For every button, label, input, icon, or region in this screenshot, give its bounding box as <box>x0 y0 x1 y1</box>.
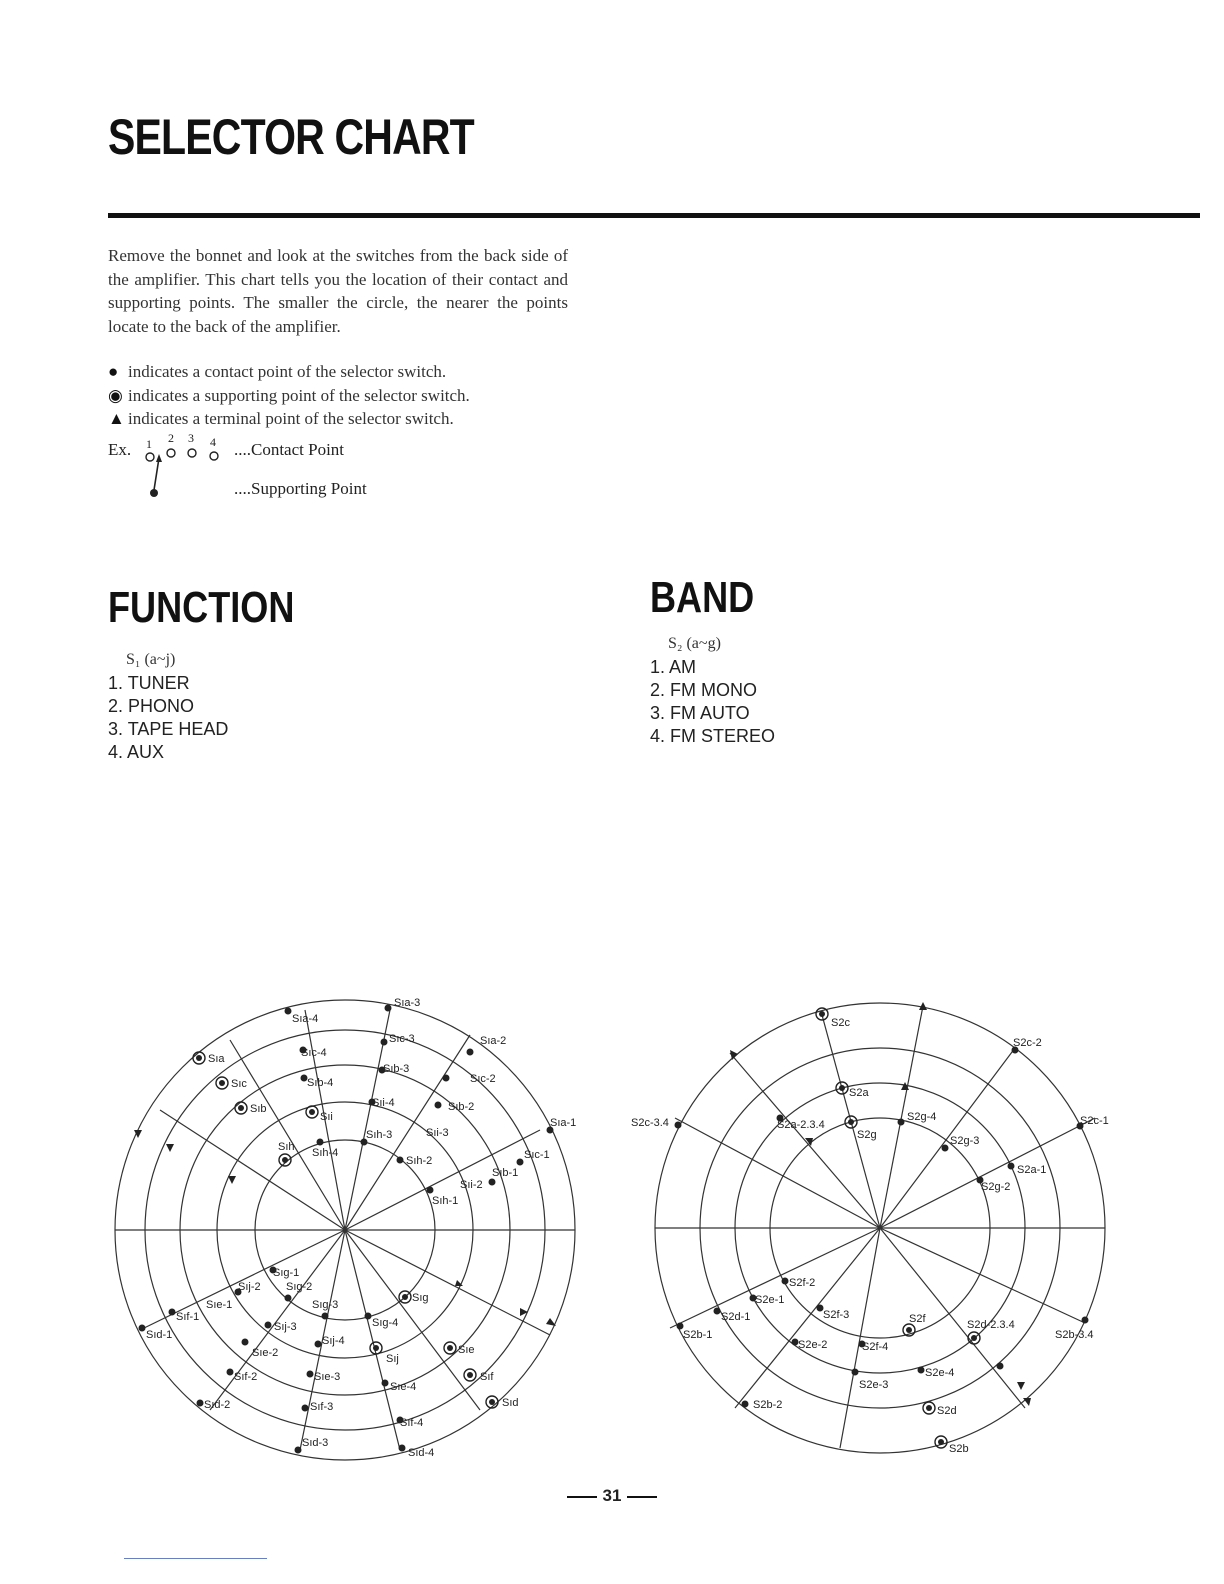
function-label: Sıe-4 <box>390 1381 417 1393</box>
function-label: Sıd-2 <box>204 1399 231 1411</box>
function-label: Sıf-4 <box>400 1417 424 1429</box>
example-number-3: 3 <box>188 431 194 445</box>
legend <box>108 360 470 431</box>
band-switch-label: S₂ (a~g) <box>668 635 721 652</box>
band-label: S2f-3 <box>823 1309 850 1321</box>
function-label: Sıf-2 <box>234 1371 258 1383</box>
function-label: Sıd-3 <box>302 1437 329 1449</box>
function-label: Sıf-3 <box>310 1401 334 1413</box>
band-label: S2a-2.3.4 <box>777 1119 825 1131</box>
band-title: BAND <box>650 573 755 622</box>
band-label: S2b-3.4 <box>1055 1329 1094 1341</box>
function-label: Sıi-4 <box>372 1097 395 1109</box>
intro-paragraph: Remove the bonnet and look at the switches from the back side of the amplifier. This chart tells you the location of their contact and supporting points. The smaller the circle, the nearer the points locate to the back of the amplifier. <box>108 246 568 336</box>
band-label: S2a-1 <box>1017 1164 1047 1176</box>
band-label: S2a <box>849 1087 869 1099</box>
example-number-4: 4 <box>210 435 216 449</box>
function-label: Sıb-3 <box>383 1063 410 1075</box>
band-label: S2g <box>857 1129 877 1141</box>
function-label: Sıb-2 <box>448 1101 475 1113</box>
function-item-aux: 4. AUX <box>108 742 165 762</box>
function-title: FUNCTION <box>108 583 295 632</box>
band-label: S2c-1 <box>1080 1115 1109 1127</box>
example-switch-figure <box>142 430 242 502</box>
band-list <box>650 632 775 748</box>
function-label: Sıj-3 <box>274 1321 297 1333</box>
function-label: Sıg-2 <box>286 1281 313 1293</box>
band-item-fm-auto: 3. FM AUTO <box>650 703 750 723</box>
function-label: Sıe <box>458 1344 475 1356</box>
function-label: Sıe-3 <box>314 1371 341 1383</box>
function-label: Sıa-3 <box>394 997 421 1009</box>
legend-terminal: ▲ indicates a terminal point of the selector switch. <box>108 407 470 431</box>
filled-dot-icon: ● <box>108 362 119 381</box>
band-label: S2e-1 <box>755 1294 785 1306</box>
function-label: Sıd-1 <box>146 1329 173 1341</box>
function-label: Sıa-1 <box>550 1117 577 1129</box>
function-label: Sıb-4 <box>307 1077 334 1089</box>
function-label: Sıj-2 <box>238 1281 261 1293</box>
example-number-2: 2 <box>168 431 174 445</box>
function-label: Sıh <box>278 1141 295 1153</box>
function-label: Sıg-1 <box>273 1267 300 1279</box>
legend-contact: ● indicates a contact point of the selector switch. <box>108 360 470 384</box>
band-label: S2d-2.3.4 <box>967 1319 1015 1331</box>
band-item-fm-stereo: 4. FM STEREO <box>650 726 776 746</box>
function-label: Sıb <box>250 1103 267 1115</box>
function-label: Sıh-1 <box>432 1195 459 1207</box>
band-label: S2f <box>909 1313 926 1325</box>
band-label: S2c-2 <box>1013 1037 1042 1049</box>
example <box>108 430 448 502</box>
footer-line <box>124 1558 267 1559</box>
band-label: S2g-4 <box>907 1111 937 1123</box>
page-number: 31 <box>560 1486 664 1506</box>
band-item-fm-mono: 2. FM MONO <box>650 680 757 700</box>
function-label: Sıf <box>480 1371 494 1383</box>
band-label: S2b-2 <box>753 1399 783 1411</box>
function-label: Sıd <box>502 1397 519 1409</box>
band-label: S2d-1 <box>721 1311 751 1323</box>
function-label: Sıg-3 <box>312 1299 339 1311</box>
example-number-1: 1 <box>146 437 152 451</box>
band-label: S2g-3 <box>950 1135 980 1147</box>
function-label: Sıg <box>412 1292 429 1304</box>
function-label: Sıc-1 <box>524 1149 550 1161</box>
function-label: Sıh-2 <box>406 1155 433 1167</box>
function-label: Sıh-3 <box>366 1129 393 1141</box>
function-label: Sıc-3 <box>389 1033 415 1045</box>
function-list <box>108 648 228 764</box>
band-label: S2e-2 <box>798 1339 828 1351</box>
function-item-tape-head: 3. TAPE HEAD <box>108 719 229 739</box>
function-switch-diagram <box>100 990 600 1470</box>
function-label: Sıe-1 <box>206 1299 233 1311</box>
function-label: Sıi-2 <box>460 1179 483 1191</box>
band-label: S2d <box>937 1405 957 1417</box>
page-title: SELECTOR CHART <box>108 109 474 165</box>
function-switch-label: S₁ (a~j) <box>126 651 176 668</box>
function-label: Sıh-4 <box>312 1147 339 1159</box>
band-item-am: 1. AM <box>650 657 697 677</box>
function-label: Sıe-2 <box>252 1347 279 1359</box>
function-label: Sıi-3 <box>426 1127 449 1139</box>
band-label: S2f-4 <box>862 1341 889 1353</box>
function-label: Sıb-1 <box>492 1167 519 1179</box>
function-item-tuner: 1. TUNER <box>108 673 190 693</box>
function-label: Sıc <box>231 1078 247 1090</box>
ringed-dot-icon: ◉ <box>108 385 123 405</box>
example-supporting-label: ....Supporting Point <box>234 479 367 498</box>
function-label: Sıa-2 <box>480 1035 507 1047</box>
band-label: S2f-2 <box>789 1277 816 1289</box>
band-label: S2b-1 <box>683 1329 713 1341</box>
example-contact-label: ....Contact Point <box>234 440 345 459</box>
triangle-icon: ▲ <box>108 409 125 428</box>
function-label: Sıa-4 <box>292 1013 319 1025</box>
function-label: Sıf-1 <box>176 1311 200 1323</box>
function-label: Sıg-4 <box>372 1317 399 1329</box>
title-rule <box>108 213 1200 218</box>
function-label: Sıc-4 <box>301 1047 327 1059</box>
function-label: Sıd-4 <box>408 1447 435 1459</box>
band-label: S2b <box>949 1443 969 1455</box>
band-label: S2c-3.4 <box>631 1117 669 1129</box>
legend-supporting: ◉ indicates a supporting point of the selector switch. <box>108 384 470 408</box>
band-switch-diagram <box>625 998 1125 1468</box>
function-item-phono: 2. PHONO <box>108 696 195 716</box>
band-label: S2e-3 <box>859 1379 889 1391</box>
band-label: S2c <box>831 1017 850 1029</box>
function-label: Sıj-4 <box>322 1335 345 1347</box>
example-prefix: Ex. <box>108 440 132 459</box>
band-label: S2g-2 <box>981 1181 1011 1193</box>
function-label: Sıa <box>208 1053 225 1065</box>
function-label: Sıj <box>386 1353 399 1365</box>
function-label: Sıc-2 <box>470 1073 496 1085</box>
function-label: Sıi <box>320 1111 333 1123</box>
band-label: S2e-4 <box>925 1367 955 1379</box>
